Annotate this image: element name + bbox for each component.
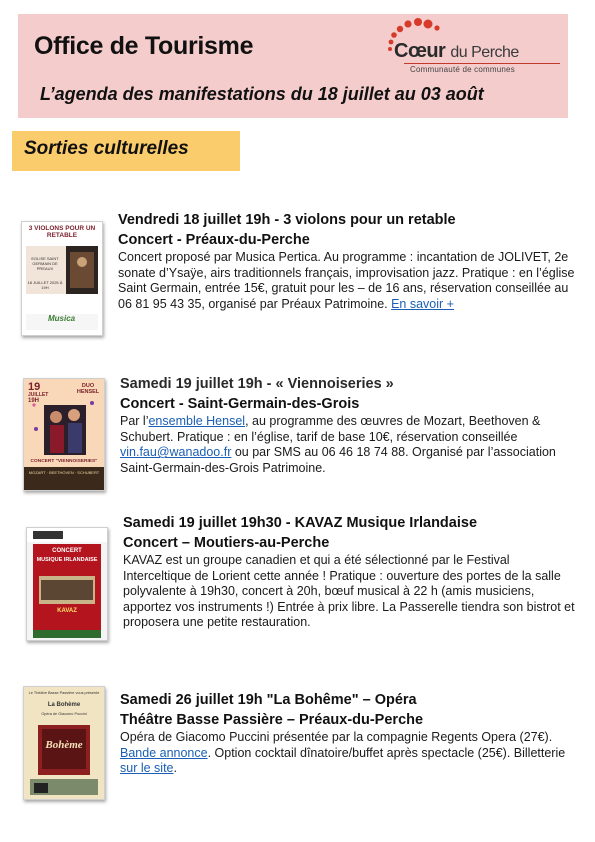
logo-wordmark: Cœur du Perche	[394, 40, 519, 62]
poster-day: 19	[28, 381, 41, 393]
event-2-subtitle: Concert - Saint-Germain-des-Grois	[120, 396, 360, 412]
page-subtitle: L’agenda des manifestations du 18 juillet au 03 août	[40, 84, 484, 104]
event-4-date-title: Samedi 26 juillet 19h "La Bohême" – Opéra	[120, 692, 417, 708]
poster-date: 18 JUILLET 2025 À 19H	[27, 280, 63, 290]
poster-caption: CONCERT "VIENNOISERIES"	[30, 459, 98, 464]
event-1-subtitle: Concert - Préaux-du-Perche	[118, 232, 310, 248]
event-poster-kavaz[interactable]	[26, 527, 108, 641]
poster-title: La Bohème	[47, 702, 81, 708]
event-1-date-title: Vendredi 18 juillet 19h - 3 violons pour un retable	[118, 212, 456, 228]
email-link[interactable]: vin.fau@wanadoo.fr	[120, 445, 232, 460]
event-poster-retable[interactable]	[21, 221, 103, 336]
poster-hour: 19H	[28, 398, 40, 404]
event-2	[120, 374, 580, 476]
event-1-more-link[interactable]: En savoir +	[391, 296, 454, 311]
trailer-link[interactable]: Bande annonce	[120, 745, 208, 760]
poster-band: KAVAZ	[57, 608, 77, 614]
event-1-description: Concert proposé par Musica Pertica. Au programme : incantation de JOLIVET, 2e sonate d’Ysaÿe, airs traditionnels français, improvisation jazz. Pratique : en l’église Saint Germain, entrée 15€, gratuit pour les – de 16 ans, réservation conseillée au 06 81 95 43 35, organisé par Préaux Patrimoine. En savoir +	[118, 250, 575, 311]
event-poster-boheme[interactable]	[23, 686, 105, 800]
poster-top: Le Théâtre Basse Passière vous présente	[28, 691, 100, 695]
event-4	[120, 690, 580, 777]
poster-sub: Opéra de Giacomo Puccini	[41, 712, 87, 716]
event-3	[123, 513, 581, 631]
event-2-date-title: Samedi 19 juillet 19h - « Viennoiseries »	[120, 376, 394, 392]
ticketing-link[interactable]: sur le site	[120, 761, 174, 776]
poster-group: DUO HENSEL	[76, 383, 100, 395]
poster-brand: Musica	[48, 314, 76, 323]
event-poster-viennoiseries[interactable]	[23, 378, 105, 491]
page-title: Office de Tourisme	[34, 32, 254, 60]
event-3-description: KAVAZ est un groupe canadien et qui a été sélectionné par le Festival Interceltique de Lorient cette année ! Pratique : ouverture des portes de la salle polyvalente à 19h30, concert à 20h, bœuf musical à 22 h (amis musiciens, apportez vos instruments !) Entrée à prix libre. La Passerelle tiendra son bistrot et proposera une petite restauration.	[123, 553, 575, 630]
event-3-subtitle: Concert – Moutiers-au-Perche	[123, 535, 330, 551]
event-2-description: Par l’ensemble Hensel, au programme des œuvres de Mozart, Beethoven & Schubert. Pratique : en l’église, tarif de base 10€, réservation conseillée vin.fau@wanadoo.fr ou par SMS au 06 46 18 74 88. Organisé par l’association Saint-Germain-des-Grois Patrimoine.	[120, 414, 556, 475]
logo-underline	[404, 63, 560, 64]
poster-place: EGLISE SAINT GERMAIN DE PREAUX	[31, 256, 59, 271]
coeur-du-perche-logo	[380, 18, 560, 82]
logo-subtitle: Communauté de communes	[410, 65, 515, 74]
poster-word: Bohème	[45, 739, 83, 751]
event-1	[118, 210, 580, 312]
poster-title: 3 VIOLONS POUR UN RETABLE	[28, 225, 96, 239]
poster-art	[27, 528, 107, 640]
poster-composers: MOZART · BEETHOVEN · SCHUBERT	[28, 470, 100, 475]
event-4-subtitle: Théâtre Basse Passière – Préaux-du-Perche	[120, 712, 424, 728]
event-3-date-title: Samedi 19 juillet 19h30 - KAVAZ Musique Irlandaise	[123, 515, 478, 531]
poster-month: JUILLET	[28, 392, 49, 398]
poster-head: CONCERT	[52, 548, 82, 554]
ensemble-hensel-link[interactable]: ensemble Hensel	[148, 414, 246, 428]
poster-title: MUSIQUE IRLANDAISE	[36, 557, 98, 563]
section-heading: Sorties culturelles	[12, 131, 240, 171]
event-4-description: Opéra de Giacomo Puccini présentée par la compagnie Regents Opera (27€). Bande annonce. Option cocktail dînatoire/buffet après spectacle (25€). Billetterie sur le site.	[120, 730, 566, 776]
header-banner	[18, 14, 568, 118]
